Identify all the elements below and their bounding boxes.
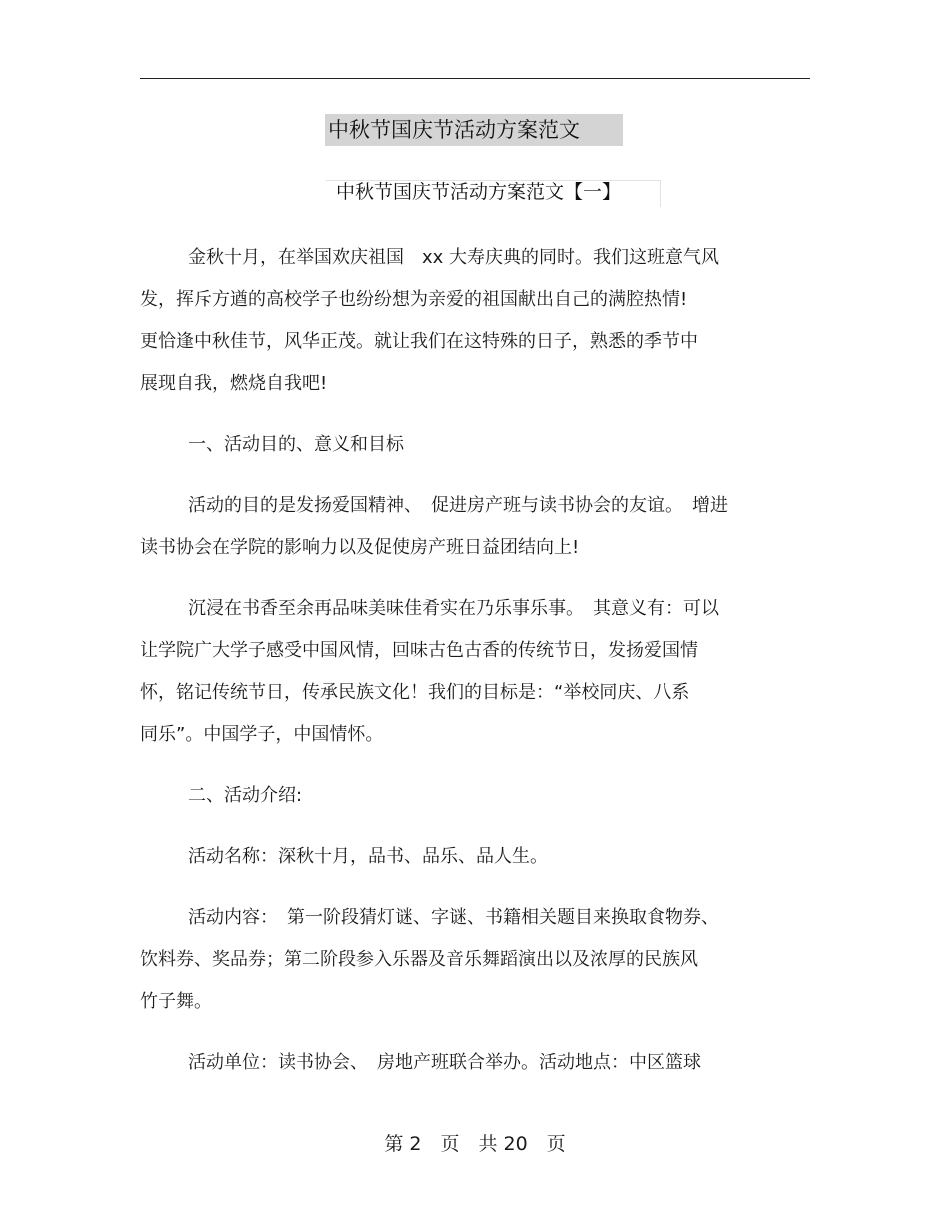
paragraph-line: 发，挥斥方遒的高校学子也纷纷想为亲爱的祖国献出自己的满腔热情! — [140, 289, 688, 310]
document-title: 中秋节国庆节活动方案范文 — [325, 114, 623, 146]
paragraph-line: 活动名称：深秋十月，品书、品乐、品人生。 — [188, 846, 548, 867]
header-rule — [140, 78, 810, 79]
paragraph-line: 竹子舞。 — [140, 991, 212, 1012]
section-heading: 一、活动目的、意义和目标 — [188, 434, 404, 455]
paragraph-line: 活动的目的是发扬爱国精神、 促进房产班与读书协会的友谊。 增进 — [188, 495, 728, 516]
paragraph-line: 怀，铭记传统节日，传承民族文化！我们的目标是：“举校同庆、八系 — [140, 682, 690, 703]
paragraph-line: 饮料券、奖品券；第二阶段参入乐器及音乐舞蹈演出以及浓厚的民族风 — [140, 949, 698, 970]
paragraph-line: 读书协会在学院的影响力以及促使房产班日益团结向上! — [140, 537, 580, 558]
paragraph-line: 金秋十月，在举国欢庆祖国 xx 大寿庆典的同时。我们这班意气风 — [188, 247, 720, 268]
paragraph-line: 展现自我，燃烧自我吧! — [140, 373, 328, 394]
paragraph-line: 同乐”。中国学子，中国情怀。 — [140, 724, 384, 745]
paragraph-line: 活动单位：读书协会、 房地产班联合举办。活动地点：中区篮球 — [188, 1052, 701, 1073]
section-heading: 二、活动介绍: — [188, 785, 303, 806]
document-subtitle: 中秋节国庆节活动方案范文【一】 — [336, 181, 622, 203]
paragraph-line: 沉浸在书香至余再品味美味佳肴实在乃乐事乐事。 其意义有：可以 — [188, 598, 719, 619]
paragraph-line: 活动内容： 第一阶段猜灯谜、字谜、书籍相关题目来换取食物券、 — [188, 907, 719, 928]
page-number: 第 2 页 共 20 页 — [384, 1133, 566, 1155]
paragraph-line: 让学院广大学子感受中国风情，回味古色古香的传统节日，发扬爱国情 — [140, 640, 698, 661]
paragraph-line: 更恰逢中秋佳节，风华正茂。就让我们在这特殊的日子，熟悉的季节中 — [140, 331, 698, 352]
